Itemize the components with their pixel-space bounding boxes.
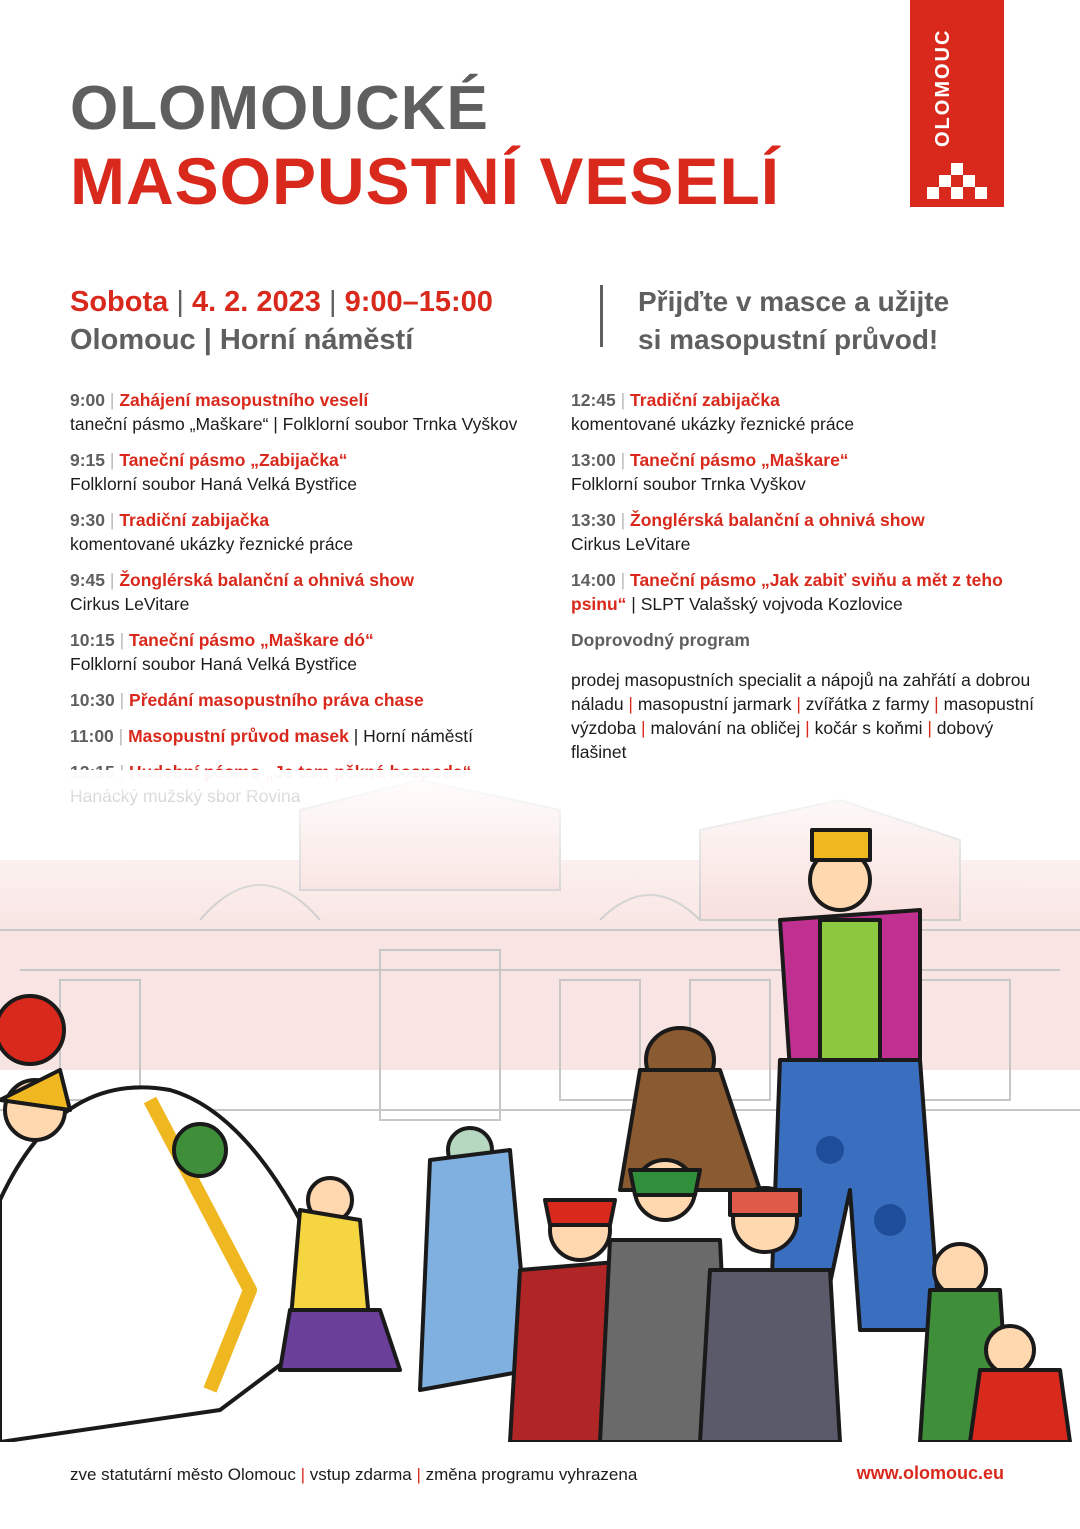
program-time: 13:30 xyxy=(571,510,616,530)
program-detail: Cirkus LeVitare xyxy=(571,534,691,554)
program-item-heading: 9:45 | Žonglérská balanční a ohnivá show xyxy=(70,570,414,590)
side-program-item: kočár s koňmi xyxy=(814,718,923,738)
program-time: 9:00 xyxy=(70,390,106,410)
program-name: Taneční pásmo „Maškare dó“ xyxy=(129,630,374,650)
event-place: Olomouc | Horní náměstí xyxy=(70,324,414,356)
program-detail: Folklorní soubor Haná Velká Bystřice xyxy=(70,474,357,494)
logo-checker-square xyxy=(951,187,963,199)
program-name: Taneční pásmo „Zabijačka“ xyxy=(119,450,348,470)
website-link[interactable]: www.olomouc.eu xyxy=(856,1463,1004,1483)
program-time: 11:00 xyxy=(70,726,114,746)
footer xyxy=(0,1442,1080,1529)
program-item xyxy=(571,568,1041,616)
program-item-heading: 12:45 | Tradiční zabijačka xyxy=(571,390,780,410)
program-item-heading: 13:30 | Žonglérská balanční a ohnivá show xyxy=(571,510,925,530)
program-detail: Cirkus LeVitare xyxy=(70,594,190,614)
program-inline-detail: | SLPT Valašský vojvoda Kozlovice xyxy=(631,594,903,614)
carnival-illustration xyxy=(0,770,1080,1442)
program-time: 12:45 xyxy=(571,390,616,410)
program-item xyxy=(70,568,570,616)
program-time: 13:00 xyxy=(571,450,616,470)
program-time: 10:15 xyxy=(70,630,115,650)
program-time: 9:15 xyxy=(70,450,106,470)
event-time: 9:00–15:00 xyxy=(344,286,493,318)
program-item-heading: 11:00 | Masopustní průvod masek | Horní náměstí xyxy=(70,726,474,746)
event-date: 4. 2. 2023 xyxy=(191,286,321,318)
program-item xyxy=(571,448,1041,496)
side-program-heading: Doprovodný program xyxy=(571,630,750,650)
program-item xyxy=(70,508,570,556)
program-item-heading: 10:30 | Předání masopustního práva chase xyxy=(70,690,424,710)
info-divider xyxy=(600,285,603,347)
title-line2: MASOPUSTNÍ VESELÍ xyxy=(70,144,781,218)
program-item xyxy=(70,628,570,676)
side-program-item: masopustní výzdoba xyxy=(571,694,1035,738)
program-detail: Folklorní soubor Haná Velká Bystřice xyxy=(70,654,357,674)
event-day: Sobota xyxy=(70,286,169,318)
logo-checker-square xyxy=(963,175,975,187)
program-detail: Folklorní soubor Trnka Vyškov xyxy=(571,474,806,494)
program-name: Taneční pásmo „Jak zabiť sviňu a mět z teho psinu“ xyxy=(571,570,1003,614)
program-item-heading: 9:15 | Taneční pásmo „Zabijačka“ xyxy=(70,450,348,470)
program-item xyxy=(70,448,570,496)
program-item xyxy=(571,388,1041,436)
program-detail: komentované ukázky řeznické práce xyxy=(571,414,855,434)
program-name: Žonglérská balanční a ohnivá show xyxy=(630,510,925,530)
program-name: Tradiční zabijačka xyxy=(119,510,270,530)
side-program-list: prodej masopustních specialit a nápojů na zahřátí a dobrou náladu | masopustní jarmark | zvířátka z farmy | masopustní výzdoba | malování na obličej | kočár s koňmi | dobový flašinet xyxy=(571,670,1035,762)
program-name: Zahájení masopustního veselí xyxy=(119,390,369,410)
program-item xyxy=(571,508,1041,556)
footer-organizer: zve statutární město Olomouc xyxy=(70,1465,296,1484)
logo-checker-square xyxy=(975,187,987,199)
program-time: 9:45 xyxy=(70,570,106,590)
program-name: Žonglérská balanční a ohnivá show xyxy=(119,570,414,590)
program-right-column xyxy=(571,388,1041,764)
side-program-item: dobový flašinet xyxy=(571,718,994,762)
title-line1: OLOMOUCKÉ xyxy=(70,74,489,143)
program-detail: komentované ukázky řeznické práce xyxy=(70,534,354,554)
program-time: 10:30 xyxy=(70,690,115,710)
program-item-heading: 9:00 | Zahájení masopustního veselí xyxy=(70,390,369,410)
program-inline-detail: | Horní náměstí xyxy=(353,726,474,746)
program-time: 14:00 xyxy=(571,570,616,590)
footer-entry: vstup zdarma xyxy=(309,1465,412,1484)
program-name: Předání masopustního práva chase xyxy=(129,690,424,710)
program-name: Masopustní průvod masek xyxy=(128,726,349,746)
footer-info: zve statutární město Olomouc | vstup zdarma | změna programu vyhrazena xyxy=(70,1465,638,1484)
event-info xyxy=(70,283,493,359)
logo-text: OLOMOUC xyxy=(932,28,954,147)
olomouc-logo xyxy=(910,0,1004,207)
program-item xyxy=(70,724,570,748)
logo-checker-square xyxy=(927,187,939,199)
program-item xyxy=(70,388,570,436)
program-item xyxy=(70,688,570,712)
side-program-item: zvířátka z farmy xyxy=(805,694,930,714)
program-name: Taneční pásmo „Maškare“ xyxy=(630,450,849,470)
side-program-item: masopustní jarmark xyxy=(637,694,792,714)
logo-checker-square xyxy=(951,163,963,175)
program-left-column xyxy=(70,388,570,820)
program-item-heading: 14:00 | Taneční pásmo „Jak zabiť sviňu a mět z teho psinu“ | SLPT Valašský vojvoda Kozlovice xyxy=(571,570,1003,614)
program-time: 9:30 xyxy=(70,510,106,530)
side-program-item: prodej masopustních specialit a nápojů na zahřátí a dobrou náladu xyxy=(571,670,1031,714)
date-time-line: Sobota | 4. 2. 2023 | 9:00–15:00 xyxy=(70,286,493,318)
program-item-heading: 10:15 | Taneční pásmo „Maškare dó“ xyxy=(70,630,374,650)
program-item-heading: 9:30 | Tradiční zabijačka xyxy=(70,510,270,530)
program-item-heading: 13:00 | Taneční pásmo „Maškare“ xyxy=(571,450,849,470)
side-program-item: malování na obličej xyxy=(650,718,801,738)
footer-disclaimer: změna programu vyhrazena xyxy=(425,1465,638,1484)
logo-checker-square xyxy=(939,175,951,187)
slogan: Přijďte v masce a užijte si masopustní průvod! xyxy=(638,286,950,355)
program-detail: taneční pásmo „Maškare“ | Folklorní soubor Trnka Vyškov xyxy=(70,414,518,434)
program-name: Tradiční zabijačka xyxy=(630,390,780,410)
program-right-events xyxy=(571,388,1041,616)
